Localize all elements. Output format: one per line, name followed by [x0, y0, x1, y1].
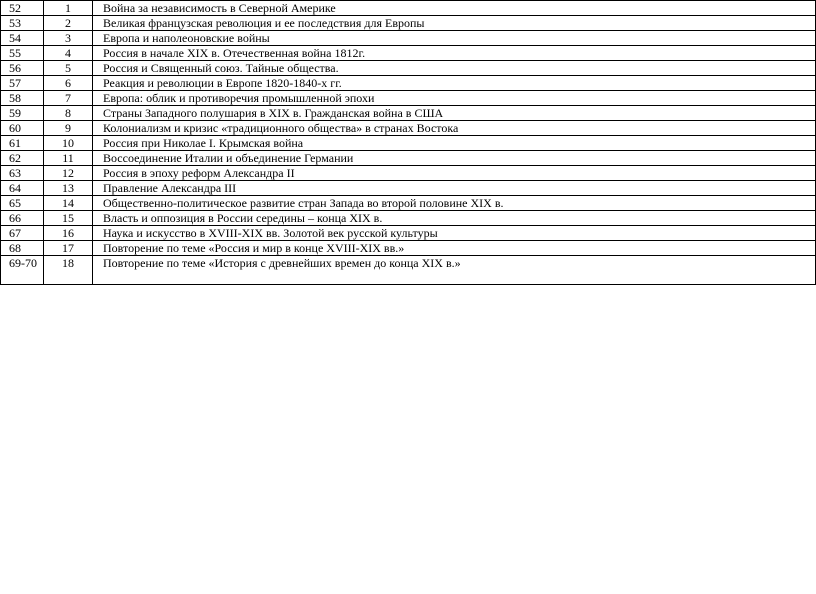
topic-title-cell: Европа и наполеоновские войны [93, 31, 816, 46]
topic-order-cell: 14 [44, 196, 93, 211]
lesson-number-cell: 57 [1, 76, 44, 91]
table-row [1, 166, 816, 181]
topic-order-cell: 11 [44, 151, 93, 166]
table-row [1, 241, 816, 256]
lesson-number-cell: 63 [1, 166, 44, 181]
table-row [1, 31, 816, 46]
table-row [1, 106, 816, 121]
topic-order-cell: 10 [44, 136, 93, 151]
topic-order-cell: 15 [44, 211, 93, 226]
topic-order-cell: 13 [44, 181, 93, 196]
table-row [1, 61, 816, 76]
topic-title-cell: Воссоединение Италии и объединение Германии [93, 151, 816, 166]
topic-title-cell: Реакция и революции в Европе 1820-1840-х гг. [93, 76, 816, 91]
table-row [1, 256, 816, 285]
lesson-number-cell: 61 [1, 136, 44, 151]
topic-order-cell: 7 [44, 91, 93, 106]
topic-order-cell: 9 [44, 121, 93, 136]
lesson-number-cell: 65 [1, 196, 44, 211]
topic-title-cell: Россия в эпоху реформ Александра II [93, 166, 816, 181]
lesson-number-cell: 68 [1, 241, 44, 256]
topic-title-cell: Россия при Николае I. Крымская война [93, 136, 816, 151]
lesson-number-cell: 56 [1, 61, 44, 76]
topic-title-cell: Власть и оппозиция в России середины – конца XIX в. [93, 211, 816, 226]
topic-title-cell: Страны Западного полушария в XIX в. Гражданская война в США [93, 106, 816, 121]
lesson-number-cell: 69-70 [1, 256, 44, 285]
topic-title-cell: Россия в начале XIX в. Отечественная война 1812г. [93, 46, 816, 61]
topic-title-cell: Великая французская революция и ее последствия для Европы [93, 16, 816, 31]
topic-title-cell: Общественно-политическое развитие стран Запада во второй половине XIX в. [93, 196, 816, 211]
topic-order-cell: 8 [44, 106, 93, 121]
topic-title-cell: Правление Александра III [93, 181, 816, 196]
lesson-table-body [1, 1, 816, 285]
lesson-table [0, 0, 816, 285]
lesson-number-cell: 54 [1, 31, 44, 46]
table-row [1, 136, 816, 151]
topic-title-cell: Повторение по теме «История с древнейших времен до конца XIX в.» [93, 256, 816, 285]
topic-title-cell: Война за независимость в Северной Америке [93, 1, 816, 16]
topic-order-cell: 2 [44, 16, 93, 31]
topic-order-cell: 3 [44, 31, 93, 46]
lesson-number-cell: 59 [1, 106, 44, 121]
lesson-number-cell: 64 [1, 181, 44, 196]
table-row [1, 181, 816, 196]
topic-title-cell: Повторение по теме «Россия и мир в конце XVIII-XIX вв.» [93, 241, 816, 256]
topic-title-cell: Колониализм и кризис «традиционного общества» в странах Востока [93, 121, 816, 136]
topic-order-cell: 4 [44, 46, 93, 61]
lesson-number-cell: 67 [1, 226, 44, 241]
lesson-number-cell: 58 [1, 91, 44, 106]
lesson-number-cell: 55 [1, 46, 44, 61]
table-row [1, 121, 816, 136]
topic-title-cell: Европа: облик и противоречия промышленной эпохи [93, 91, 816, 106]
lesson-number-cell: 62 [1, 151, 44, 166]
table-row [1, 151, 816, 166]
table-row [1, 196, 816, 211]
lesson-number-cell: 53 [1, 16, 44, 31]
lesson-number-cell: 66 [1, 211, 44, 226]
topic-order-cell: 12 [44, 166, 93, 181]
topic-order-cell: 1 [44, 1, 93, 16]
table-row [1, 76, 816, 91]
topic-order-cell: 17 [44, 241, 93, 256]
topic-title-cell: Наука и искусство в XVIII-XIX вв. Золотой век русской культуры [93, 226, 816, 241]
table-row [1, 226, 816, 241]
topic-order-cell: 16 [44, 226, 93, 241]
lesson-number-cell: 52 [1, 1, 44, 16]
table-row [1, 211, 816, 226]
table-row [1, 91, 816, 106]
topic-order-cell: 18 [44, 256, 93, 285]
topic-title-cell: Россия и Священный союз. Тайные общества. [93, 61, 816, 76]
table-row [1, 1, 816, 16]
topic-order-cell: 6 [44, 76, 93, 91]
table-row [1, 46, 816, 61]
table-row [1, 16, 816, 31]
topic-order-cell: 5 [44, 61, 93, 76]
lesson-number-cell: 60 [1, 121, 44, 136]
